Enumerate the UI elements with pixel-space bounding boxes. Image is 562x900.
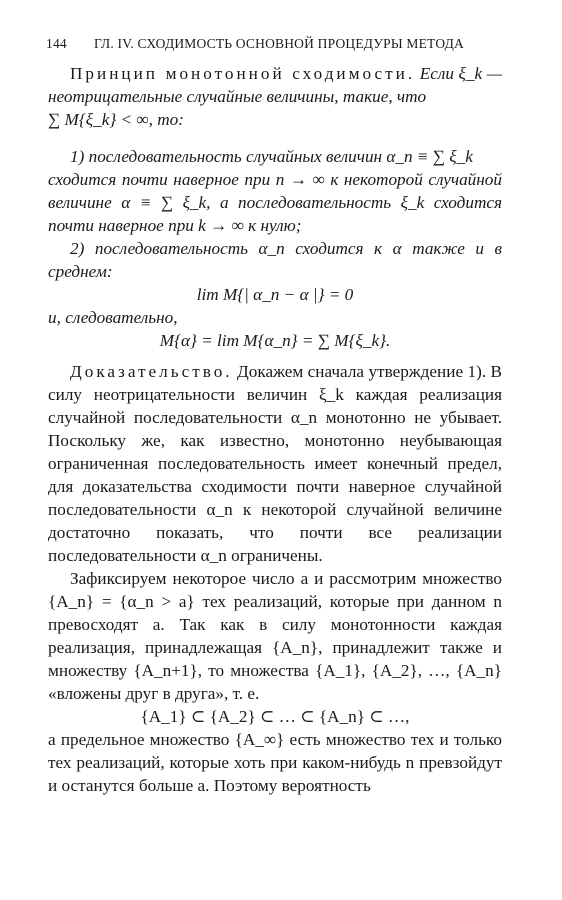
page-body <box>48 62 502 797</box>
theorem-condition: ∑ M{ξ_k} < ∞, то: <box>48 110 184 129</box>
spacer <box>48 352 502 360</box>
theorem-item-1-rest: сходится почти наверное при n → ∞ к некоторой случайной величине α ≡ ∑ ξ_k, а последовательность ξ_k сходится почти наверное при k → ∞ к нулю; <box>48 170 502 235</box>
formula-nested-sets: {A_1} ⊂ {A_2} ⊂ … ⊂ {A_n} ⊂ …, <box>140 707 410 726</box>
proof-heading: Доказательство. <box>70 362 233 381</box>
spacer <box>48 131 502 145</box>
consequently-text: и, следовательно, <box>48 308 178 327</box>
proof-paragraph-1 <box>48 360 502 567</box>
formula-expectation: M{α} = lim M{α_n} = ∑ M{ξ_k}. <box>159 331 391 350</box>
theorem-intro-text: Если ξ_k — неотрицательные случайные величины, такие, что <box>48 64 502 106</box>
proof-paragraph-2: Зафиксируем некоторое число a и рассмотрим множество {A_n} = {α_n > a} тех реализаций, которые при данном n превосходят a. Так как в силу монотонности каждая реализация, принадлежащая {A_n}, принадлежит также и множеству {A_n+1}, то множества {A_1}, {A_2}, …, {A_n} «вложены друг в друга», т. е. <box>48 569 502 703</box>
proof-text-1: Докажем сначала утверждение 1). В силу неотрицательности величин ξ_k каждая реализация случайной последовательности α_n монотонно не убывает. Поскольку же, как известно, монотонно неубывающая ограниченная последовательность имеет конечный предел, для доказательства сходимости почти наверное случайной последовательности α_n к некоторой случайной величине достаточно показать, что почти все реализации последовательности α_n ограничены. <box>48 362 503 565</box>
page-number: 144 <box>46 36 67 51</box>
theorem-item-2: 2) последовательность α_n сходится к α также и в среднем: <box>48 239 502 281</box>
theorem-title: Принцип монотонной сходимости. <box>70 64 416 83</box>
theorem-item-1-start: 1) последовательность случайных величин α_n ≡ ∑ ξ_k <box>70 147 473 166</box>
running-header <box>46 36 526 52</box>
formula-limit-mean: lim M{| α_n − α |} = 0 <box>196 285 354 304</box>
theorem-intro <box>48 62 502 108</box>
proof-paragraph-3: а предельное множество {A_∞} есть множество тех и только тех реализаций, которые хоть при каком-нибудь n превзойдут и останутся больше a. Поэтому вероятность <box>48 730 502 795</box>
running-title: ГЛ. IV. СХОДИМОСТЬ ОСНОВНОЙ ПРОЦЕДУРЫ МЕТОДА <box>94 36 464 51</box>
